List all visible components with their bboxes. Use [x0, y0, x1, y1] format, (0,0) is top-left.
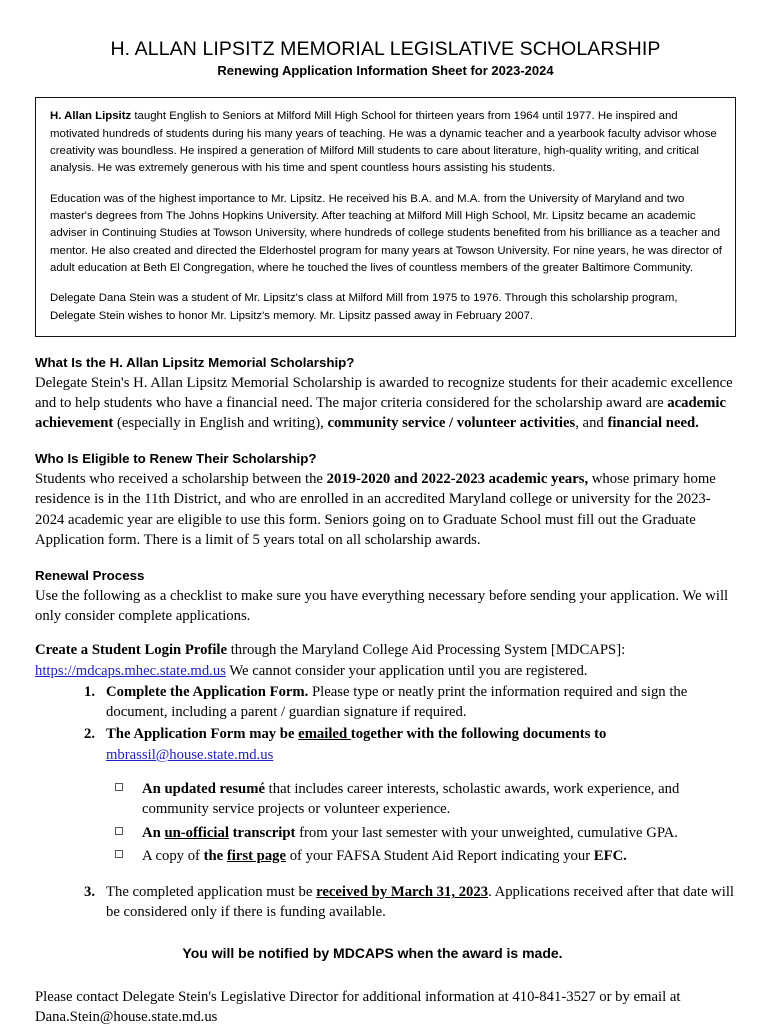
- application-steps-list: [35, 682, 736, 765]
- required-documents-checklist: [35, 779, 736, 866]
- step-3-before: The completed application must be: [106, 884, 317, 901]
- bio-paragraph-1-text: taught English to Seniors at Milford Mill High School for thirteen years from 1964 until 1977. He inspired and motivated hundreds of students during his many years of teaching. He was a dynamic teacher and a yearbook faculty advisor whose creativity was boundless. He inspired a generation of Milford Mill students to care about literature, high-quality writing, and critical analysis. He was extremely generous with his time and spent countless hours assisting his students.: [50, 110, 717, 175]
- checklist-resume-rest: that includes career interests, scholastic awards, work experience, and community service projects or volunteer experience.: [142, 781, 680, 818]
- document-title: H. ALLAN LIPSITZ MEMORIAL LEGISLATIVE SCHOLARSHIP: [110, 38, 661, 60]
- eligible-text-1: Students who received a scholarship between the: [35, 471, 327, 488]
- create-login-profile-line: [35, 640, 736, 660]
- checklist-fafsa-before: A copy of: [142, 847, 204, 864]
- checkbox-icon[interactable]: [115, 827, 123, 835]
- checklist-item-resume[interactable]: [115, 779, 736, 820]
- heading-renewal-process: Renewal Process: [35, 568, 145, 584]
- biography-box: [35, 97, 736, 337]
- criteria-community-service: community service / volunteer activities: [327, 415, 576, 432]
- award-notification-notice: You will be notified by MDCAPS when the award is made.: [182, 944, 563, 961]
- checklist-item-transcript[interactable]: [115, 823, 736, 843]
- step-2-lead-a: The Application Form may be: [106, 726, 299, 743]
- checklist-fafsa-underline: first page: [226, 847, 287, 864]
- create-login-profile-label: Create a Student Login Profile: [35, 642, 228, 659]
- heading-what-is-scholarship: What Is the H. Allan Lipsitz Memorial Scholarship?: [35, 354, 355, 370]
- what-is-text-2: (especially in English and writing),: [113, 415, 328, 432]
- checklist-fafsa-efc: EFC.: [593, 847, 627, 864]
- bio-subject-name: H. Allan Lipsitz: [50, 110, 132, 123]
- step-item-2: [91, 724, 736, 765]
- checklist-transcript-b: transcript: [228, 824, 296, 841]
- checkbox-icon[interactable]: [115, 783, 123, 791]
- what-is-text-3: , and: [575, 415, 608, 432]
- bio-paragraph-3: Delegate Dana Stein was a student of Mr. Lipsitz's class at Milford Mill from 1975 to 1976. Through this scholarship program, Delegate Stein wishes to honor Mr. Lipsitz's memory. Mr. Lipsitz passed away in February 2007.: [50, 292, 678, 322]
- step-3-deadline: received by March 31, 2023: [316, 884, 489, 901]
- bio-paragraph-2: Education was of the highest importance to Mr. Lipsitz. He received his B.A. and M.A. from the University of Maryland and two master's degrees from The Johns Hopkins University. After teaching at Milford Mill High School, Mr. Lipsitz became an academic adviser in Continuing Studies at Towson University, where hundreds of college students benefited from his brilliance as a teacher and mentor. He also created and directed the Elderhostel program for many years at Towson University. For nine years, he was director of adult education at Beth El Congregation, where he touched the lives of countless members of the greater Baltimore Community.: [50, 192, 722, 274]
- application-email-link[interactable]: mbrassil@house.state.md.us: [106, 746, 274, 763]
- footer-contact-text: Please contact Delegate Stein's Legislative Director for additional information at 410-841-3527 or by email at Dana.Stein@house.state.md.us: [35, 988, 681, 1025]
- step-2-lead-b: together with the following documents to: [350, 726, 607, 743]
- step-2-emailed-emphasis: emailed: [298, 726, 351, 743]
- bio-paragraph-1: [50, 108, 722, 177]
- checklist-resume-label: An updated resumé: [142, 781, 265, 798]
- eligible-academic-years: 2019-2020 and 2022-2023 academic years,: [326, 471, 589, 488]
- checkbox-icon[interactable]: [115, 850, 123, 858]
- criteria-academic-achievement: academic achievement: [35, 394, 727, 432]
- spacer: [35, 626, 736, 640]
- eligible-text-2: whose primary home residence is in the 11th District, and who are enrolled in an accredited Maryland college or university for the 2023-2024 academic year are eligible to use this form. Seniors going on to Graduate School must fill out the Graduate Application form. There is a limit of 5 years total on all scholarship awards.: [35, 471, 716, 548]
- mdcaps-url-line: [35, 661, 736, 681]
- document-subtitle: Renewing Application Information Sheet for 2023-2024: [217, 63, 554, 79]
- checklist-fafsa-a: the: [203, 847, 227, 864]
- what-is-scholarship-paragraph: [35, 373, 736, 434]
- checklist-transcript-underline: un-official: [164, 824, 229, 841]
- mdcaps-url-link[interactable]: https://mdcaps.mhec.state.md.us: [35, 662, 226, 679]
- application-steps-list-continued: [35, 882, 736, 923]
- create-login-profile-rest: through the Maryland College Aid Processing System [MDCAPS]:: [227, 642, 626, 659]
- criteria-financial-need: financial need.: [607, 415, 699, 432]
- step-1-lead: Complete the Application Form.: [106, 683, 309, 700]
- checklist-transcript-rest: from your last semester with your unweighted, cumulative GPA.: [295, 824, 678, 841]
- step-item-1: [91, 682, 736, 723]
- step-3-after: . Applications received after that date will be considered only if there is funding available.: [106, 884, 734, 921]
- checklist-transcript-a: An: [142, 824, 165, 841]
- heading-who-is-eligible: Who Is Eligible to Renew Their Scholarship?: [35, 451, 317, 467]
- what-is-text-1: Delegate Stein's H. Allan Lipsitz Memorial Scholarship is awarded to recognize students for their academic excellence and to help students who have a financial need. The major criteria considered for the scholarship award are: [35, 374, 733, 411]
- checklist-fafsa-mid: of your FAFSA Student Aid Report indicating your: [286, 847, 594, 864]
- who-is-eligible-paragraph: [35, 469, 736, 550]
- checklist-item-fafsa[interactable]: [115, 846, 736, 866]
- mdcaps-url-note: We cannot consider your application until you are registered.: [225, 662, 588, 679]
- step-1-rest: Please type or neatly print the information required and sign the document, including a parent / guardian signature if required.: [106, 683, 688, 721]
- step-item-3: [91, 882, 736, 923]
- renewal-process-intro: Use the following as a checklist to make sure you have everything necessary before sending your application. We will only consider complete applications.: [35, 587, 729, 625]
